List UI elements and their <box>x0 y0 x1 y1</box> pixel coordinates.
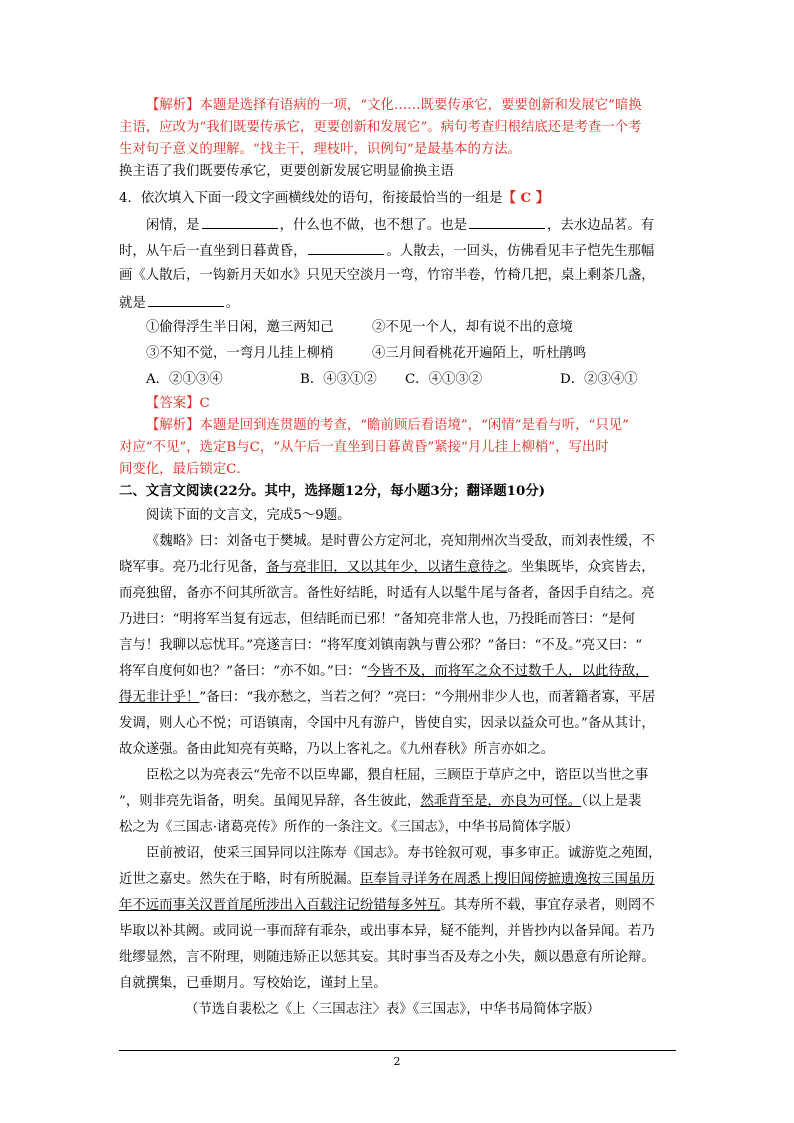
commentary-text: ”，则非亮先诣备，明矣。虽闻见异辞，各生彼此， <box>119 794 421 809</box>
classical-text-line <box>119 663 679 681</box>
underlined-sentence-2-end: 得无非计乎！ <box>119 690 200 705</box>
underlined-unpunctuated-2: 年不远而事关汉晋首尾所涉出入百载注记纷错每多舛互 <box>119 898 441 913</box>
analysis-3-line-2: 主语，应改为“我们既要传承它，更要创新和发展它”。病句考查归根结底还是考查一个考 <box>119 120 642 135</box>
memorial-line: 毕取以补其阙。或同说一事而辞有乖杂，或出事本异，疑不能判，并皆抄内以备异闻。若乃 <box>119 924 655 939</box>
memorial-text: 。其寿所不载，事宜存录者，则罔不 <box>440 898 655 913</box>
passage-text: 。人散去，一回头，仿佛看见丰子恺先生那幅 <box>386 244 655 259</box>
passage-text: 就是 <box>119 296 146 311</box>
underlined-sentence-2: 今皆不及，而将军之众不过数千人，以此待敌， <box>367 664 649 679</box>
item-2: ②不见一个人，却有说不出的意境 <box>372 320 573 335</box>
classical-text: 。坐集既毕，众宾皆去， <box>507 560 655 575</box>
item-1: ①偷得浮生半日闲，邀三两知己 <box>146 320 334 335</box>
source-citation: （节选自裴松之《上〈三国志注〉表》《三国志》，中华书局简体字版） <box>185 1002 601 1017</box>
classical-text-line: 乃进曰：“明将军当复有远志，但结眊而已邪！”备知亮非常人也，乃投眊而答曰：“是何 <box>119 612 635 627</box>
classical-text-line <box>119 559 679 577</box>
analysis-3-line-1: 【解析】本题是选择有语病的一项，“文化……既要传承它，要要创新和发展它”暗换 <box>146 98 642 113</box>
blank-3 <box>308 241 384 255</box>
memorial-line <box>119 871 679 889</box>
passage-line-2 <box>119 241 679 261</box>
option-c: C．④①③② <box>405 372 483 387</box>
memorial-line: 自就撰集，已垂期月。写校始讫，谨封上呈。 <box>119 976 387 991</box>
memorial-line <box>119 897 679 915</box>
memorial-line: 纰缪显然，言不附理，则随违矫正以惩其妄。其时事当否及寿之小失，颇以愚意有所论辩。 <box>119 950 655 965</box>
memorial-text: 近世之嘉史。然失在于略，时有所脱漏。 <box>119 872 361 887</box>
analysis-3-line-3: 生对句子意义的理解。“找主干，理枝叶，识例句”是最基本的方法。 <box>119 142 522 157</box>
classical-text-line: 故众遂强。备由此知亮有英略，乃以上客礼之。《九州春秋》所言亦如之。 <box>119 742 555 757</box>
blank-1 <box>202 215 278 229</box>
commentary-line: 松之为《三国志·诸葛亮传》所作的一条注文。《三国志》，中华书局简体字版） <box>119 820 579 835</box>
passage-line-4 <box>119 293 679 313</box>
option-a: A．②①③④ <box>146 372 223 387</box>
memorial-line: 臣前被诏，使采三国异同以注陈寿《国志》。寿书铨叙可观，事多审正。诚游览之苑囿， <box>146 846 662 861</box>
question-4-stem <box>119 189 679 208</box>
question-4-answer-mark: 【 C 】 <box>502 190 550 206</box>
commentary-text: （以上是裴 <box>581 794 642 809</box>
footer-divider <box>119 1050 676 1051</box>
blank-4 <box>148 293 224 307</box>
classical-text-line: 《魏略》曰：刘备屯于樊城。是时曹公方定河北，亮知荆州次当受敌，而刘表性缓，不 <box>146 534 655 549</box>
option-d: D．②③④① <box>560 372 638 387</box>
item-4: ④三月间看桃花开遍陌上，听杜鹃鸣 <box>372 346 587 361</box>
passage-text: 。 <box>225 296 240 311</box>
underlined-sentence-1: 备与亮非旧，又以其年少，以诸生意待之 <box>266 560 508 575</box>
option-b: B．④③①② <box>300 372 377 387</box>
commentary-line: 臣松之以为亮表云“先帝不以臣卑鄙，猥自枉屈，三顾臣于草庐之中，谘臣以当世之事 <box>146 768 649 783</box>
underlined-unpunctuated-1: 臣奉旨寻详务在周悉上搜旧闻傍摭遗逸按三国虽历 <box>360 872 655 887</box>
item-3: ③不知不觉，一弯月儿挂上柳梢 <box>146 346 334 361</box>
page-number: 2 <box>393 1055 401 1068</box>
blank-2 <box>469 215 545 229</box>
question-4-stem-text: 4．依次填入下面一段文字画横线处的语句，衔接最恰当的一组是 <box>119 191 503 206</box>
analysis-4-line-1: 【解析】本题是回到连贯题的考查，“瞻前顾后看语境”，“闲情”是看与听，“只见” <box>146 418 629 433</box>
handwritten-note: 换主语了我们既要传承它，更要创新发展它明显偷换主语 <box>119 164 454 179</box>
classical-text: 将军自度何如也？”备曰：“亦不如。”曰：“ <box>119 664 368 679</box>
underlined-sentence-3: 然乖背至是，亦良为可怪。 <box>420 794 582 809</box>
classical-text: ”备曰：“我亦愁之，当若之何？”亮曰：“今荆州非少人也，而著籍者寡，平居 <box>199 690 656 705</box>
classical-text: 晓军事。亮乃北行见备， <box>119 560 267 575</box>
passage-line-3: 画《人散后，一钩新月天如水》只见天空淡月一弯，竹帘半卷，竹椅几把，桌上剩茶几盏， <box>119 268 655 283</box>
commentary-line <box>119 793 679 811</box>
passage-line-1 <box>146 215 706 235</box>
answer-4: 【答案】C <box>146 396 210 411</box>
passage-text: ，什么也不做，也不想了。也是 <box>279 218 468 233</box>
section-2-heading: 二、文言文阅读(22分。其中，选择题12分，每小题3分；翻译题10分) <box>119 483 546 499</box>
passage-text: 时，从午后一直坐到日暮黄昏， <box>119 244 307 259</box>
analysis-4-line-3: 间变化，最后锁定C． <box>119 462 250 477</box>
analysis-4-line-2: 对应“不见”，选定B与C，“从午后一直坐到日暮黄昏”紧接“月儿挂上柳梢”，写出时 <box>119 440 609 455</box>
classical-text-line: 而亮独留，备亦不问其所欲言。备性好结眊，时适有人以髦牛尾与备者，备因手自结之。亮 <box>119 586 655 601</box>
section-2-intro: 阅读下面的文言文，完成5～9题。 <box>146 508 351 523</box>
passage-text: 闲情，是 <box>146 218 200 233</box>
classical-text-line: 发调，则人心不悦；可语镇南，令国中凡有游户，皆使自实，因录以益众可也。”备从其计， <box>119 716 655 731</box>
classical-text-line <box>119 689 679 707</box>
passage-text: ，去水边品茗。有 <box>547 218 655 233</box>
classical-text-line: 言与！我聊以忘忧耳。”亮遂言曰：“将军度刘镇南孰与曹公邪？”备曰：“不及。”亮又曰：“ <box>119 638 643 653</box>
